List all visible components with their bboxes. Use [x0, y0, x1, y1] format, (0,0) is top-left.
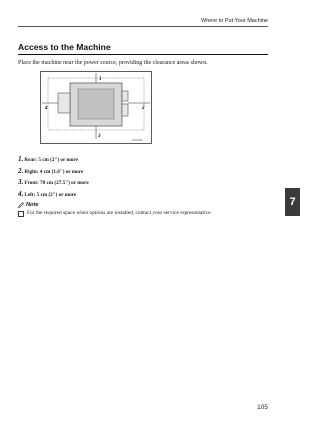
label-left: 4	[45, 106, 48, 111]
step-text: Right: 4 cm (1.6") or more	[24, 168, 84, 175]
step-text: Left: 5 cm (2") or more	[24, 191, 77, 198]
label-rear: 1	[99, 77, 102, 82]
label-right: 2	[142, 106, 145, 111]
step-text: Rear: 5 cm (2") or more	[24, 157, 78, 163]
checkbox-icon	[18, 211, 24, 217]
page-number: 105	[257, 404, 268, 411]
header-rule	[18, 26, 268, 27]
list-item	[18, 167, 89, 179]
chapter-tab: 7	[285, 188, 300, 216]
right-tray-lower	[122, 104, 128, 116]
step-number: 3.	[18, 178, 24, 186]
label-front: 3	[98, 134, 101, 139]
step-text: Front: 70 cm (27.5") or more	[24, 180, 89, 186]
right-tray-upper	[122, 91, 128, 101]
note-heading	[18, 202, 38, 208]
machine-top	[78, 89, 114, 119]
left-tray	[58, 93, 70, 113]
section-title: Access to the Machine	[18, 42, 111, 52]
clearance-list	[18, 155, 89, 201]
note-item	[18, 210, 273, 217]
figure-code: AAG026S	[132, 139, 143, 142]
list-item	[18, 178, 89, 190]
running-head: Where to Put Your Machine	[201, 18, 268, 24]
note-label: Note	[26, 202, 39, 208]
intro-paragraph: Place the machine near the power source, providing the clearance areas shown.	[18, 60, 208, 66]
list-item	[18, 190, 89, 202]
step-number: 4.	[18, 189, 24, 198]
note-text: For the required space when options are installed, contact your service representative.	[27, 210, 212, 216]
step-number: 1.	[18, 155, 24, 163]
step-number: 2.	[18, 166, 24, 175]
pencil-icon	[18, 202, 24, 208]
list-item	[18, 155, 89, 167]
title-rule	[18, 54, 268, 55]
clearance-diagram	[40, 71, 152, 144]
